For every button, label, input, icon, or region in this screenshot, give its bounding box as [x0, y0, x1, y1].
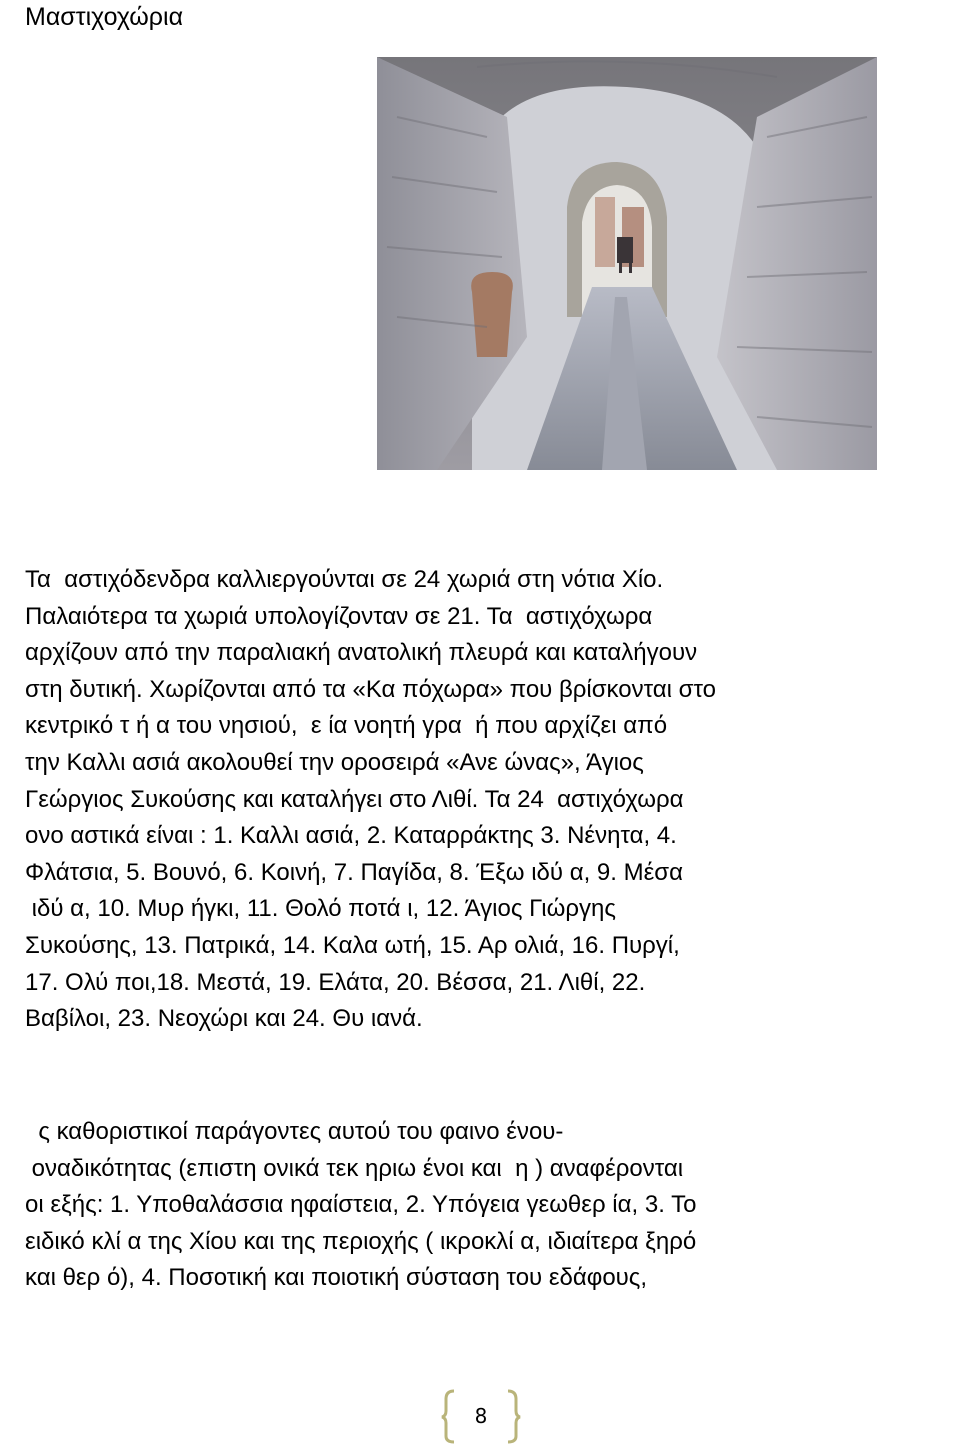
text-line: Παλαιότερα τα χωριά υπολογίζονταν σε 21. Τα αστιχόχωρα: [25, 602, 653, 630]
text-line: και θερ ό), 4. Ποσοτική και ποιοτική σύσταση του εδάφους,: [25, 1264, 648, 1292]
text-line: Βαβίλοι, 23. Νεοχώρι και 24. Θυ ιανά.: [25, 1005, 423, 1033]
text-line: ονο αστικά είναι : 1. Καλλι ασιά, 2. Καταρράκτης 3. Νένητα, 4.: [25, 822, 677, 850]
village-street-arch-photo-icon: [377, 57, 877, 470]
text-line: 17. Ολύ ποι,18. Μεστά, 19. Ελάτα, 20. Βέσσα, 21. Λιθί, 22.: [25, 968, 646, 996]
text-line: Γεώργιος Συκούσης και καταλήγει στο Λιθί. Τα 24 αστιχόχωρα: [25, 785, 684, 813]
body-paragraph-1: [25, 562, 950, 1038]
body-paragraph-2: [25, 1114, 950, 1297]
text-line: ειδικό κλί α της Χίου και της περιοχής ( ικροκλί α, ιδιαίτερα ξηρό: [25, 1227, 697, 1255]
text-line: Συκούσης, 13. Πατρικά, 14. Καλα ωτή, 15. Αρ ολιά, 16. Πυργί,: [25, 931, 680, 959]
page-number: 8: [474, 1404, 488, 1428]
text-line: την Καλλι ασιά ακολουθεί την οροσειρά «Ανε ώνας», Άγιος: [25, 748, 644, 776]
text-line: ς καθοριστικοί παράγοντες αυτού του φαινο ένου-: [25, 1118, 564, 1145]
text-line: στη δυτική. Χωρίζονται από τα «Κα πόχωρα» που βρίσκονται στο: [25, 675, 716, 703]
village-street-photo: [377, 57, 877, 470]
page-number-container: [438, 1389, 524, 1444]
text-line: οι εξής: 1. Υποθαλάσσια ηφαίστεια, 2. Υπόγεια γεωθερ ία, 3. Το: [25, 1191, 697, 1219]
text-line: κεντρικό τ ή α του νησιού, ε ία νοητή γρα ή που αρχίζει από: [25, 712, 668, 740]
text-line: Τα αστιχόδενδρα καλλιεργούνται σε 24 χωριά στη νότια Χίο.: [25, 566, 664, 593]
text-line: Φλάτσια, 5. Βουνό, 6. Κοινή, 7. Παγίδα, 8. Έξω ιδύ α, 9. Μέσα: [25, 858, 683, 886]
text-line: οναδικότητας (επιστη ονικά τεκ ηριω ένοι και η ) αναφέρονται: [25, 1154, 684, 1182]
text-line: αρχίζουν από την παραλιακή ανατολική πλευρά και καταλήγουν: [25, 639, 698, 667]
text-line: ιδύ α, 10. Μυρ ήγκι, 11. Θολό ποτά ι, 12. Άγιος Γιώργης: [25, 895, 616, 923]
page-title: Μαστιχοχώρια: [25, 3, 184, 31]
